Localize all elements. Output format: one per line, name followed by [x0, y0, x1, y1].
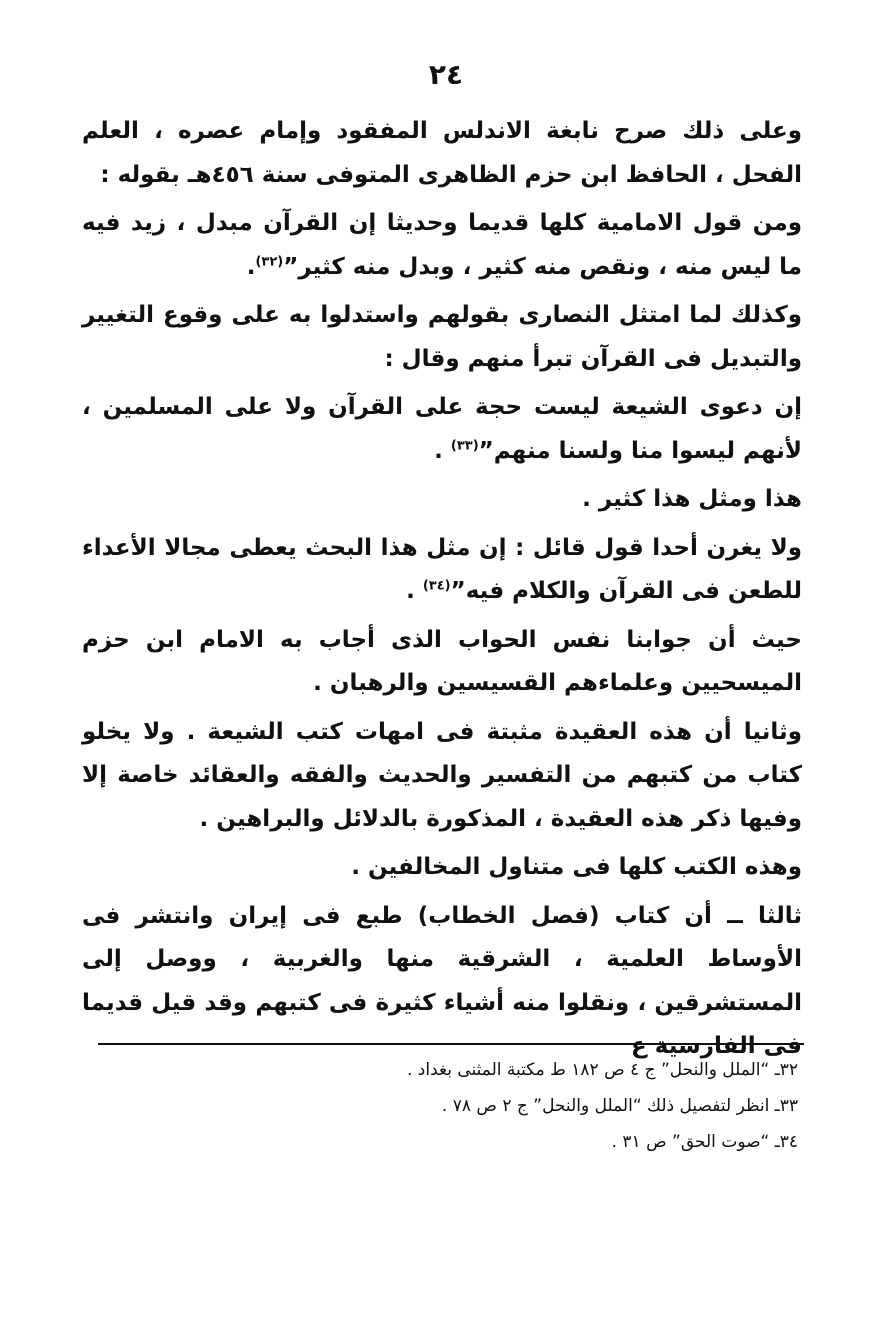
paragraph-text: حيث أن جوابنا نفس الحواب الذى أجاب به الامام ابن حزم الميسحيين وعلماءهم القسيسين والرهبان . [82, 626, 802, 696]
paragraph [82, 110, 802, 197]
paragraph-tail: . [406, 578, 423, 604]
paragraph [82, 386, 802, 473]
paragraph-tail: . [434, 437, 451, 464]
paragraph-text: وهذه الكتب كلها فى متناول المخالفين . [351, 854, 802, 880]
paragraph [82, 478, 802, 522]
paragraph [82, 711, 802, 842]
footnote-reference: (٣٣) [450, 437, 479, 453]
footnote-reference: (٣٤) [422, 578, 451, 594]
paragraph [82, 619, 802, 706]
body-text [82, 110, 802, 1074]
footnote-item: ٣٣ـ انظر لتفصيل ذلك “الملل والنحل” ج ٢ ص ٧٨ . [441, 1096, 798, 1116]
paragraph-text: إن دعوى الشيعة ليست حجة على القرآن ولا على المسلمين ، لأنهم ليسوا منا ولسنا منهم” [82, 394, 802, 464]
paragraph [82, 527, 802, 614]
paragraph [82, 294, 802, 381]
paragraph-tail: . [246, 253, 256, 280]
footnote-reference: (٣٢) [255, 253, 284, 269]
paragraph-text: هذا ومثل هذا كثير . [582, 486, 802, 512]
paragraph-text: ولا يغرن أحدا قول قائل : إن مثل هذا البحث يعطى مجالا الأعداء للطعن فى القرآن والكلام فيه” [82, 534, 802, 604]
paragraph-text: وثانيا أن هذه العقيدة مثبتة فى امهات كتب الشيعة . ولا يخلو كتاب من كتبهم من التفسير والحديث والفقه والعقائد خاصة إلا وفيها ذكر هذه العقيدة ، المذكورة بالدلائل والبراهين . [82, 718, 802, 832]
paragraph-text: ثالثا ــ أن كتاب (فصل الخطاب) طبع فى إيران وانتشر فى الأوساط العلمية ، الشرقية منها والغربية ، ووصل إلى المستشرقين ، ونقلوا منه أشياء كثيرة فى كتبهم وقد قيل قديما فى الفارسية ع [82, 902, 802, 1059]
paragraph [82, 202, 802, 289]
paragraph-text: ومن قول الامامية كلها قديما وحديثا إن القرآن مبدل ، زيد فيه ما ليس منه ، ونقص منه كثير ، وبدل منه كثير” [82, 210, 802, 280]
page-number: ٢٤ [428, 58, 464, 91]
footnote-divider [98, 1043, 804, 1045]
footnotes [98, 1052, 798, 1160]
paragraph [82, 846, 802, 890]
footnote-item: ٣٢ـ “الملل والنحل” ج ٤ ص ١٨٢ ط مكتبة المثنى بغداد . [406, 1060, 798, 1080]
footnote-item: ٣٤ـ “صوت الحق” ص ٣١ . [611, 1132, 798, 1152]
paragraph-text: وعلى ذلك صرح نابغة الاندلس المفقود وإمام عصره ، العلم الفحل ، الحافظ ابن حزم الظاهرى المتوفى سنة ٤٥٦هـ بقوله : [82, 118, 802, 188]
paragraph-text: وكذلك لما امتثل النصارى بقولهم واستدلوا به على وقوع التغيير والتبديل فى القرآن تبرأ منهم وقال : [82, 302, 802, 372]
